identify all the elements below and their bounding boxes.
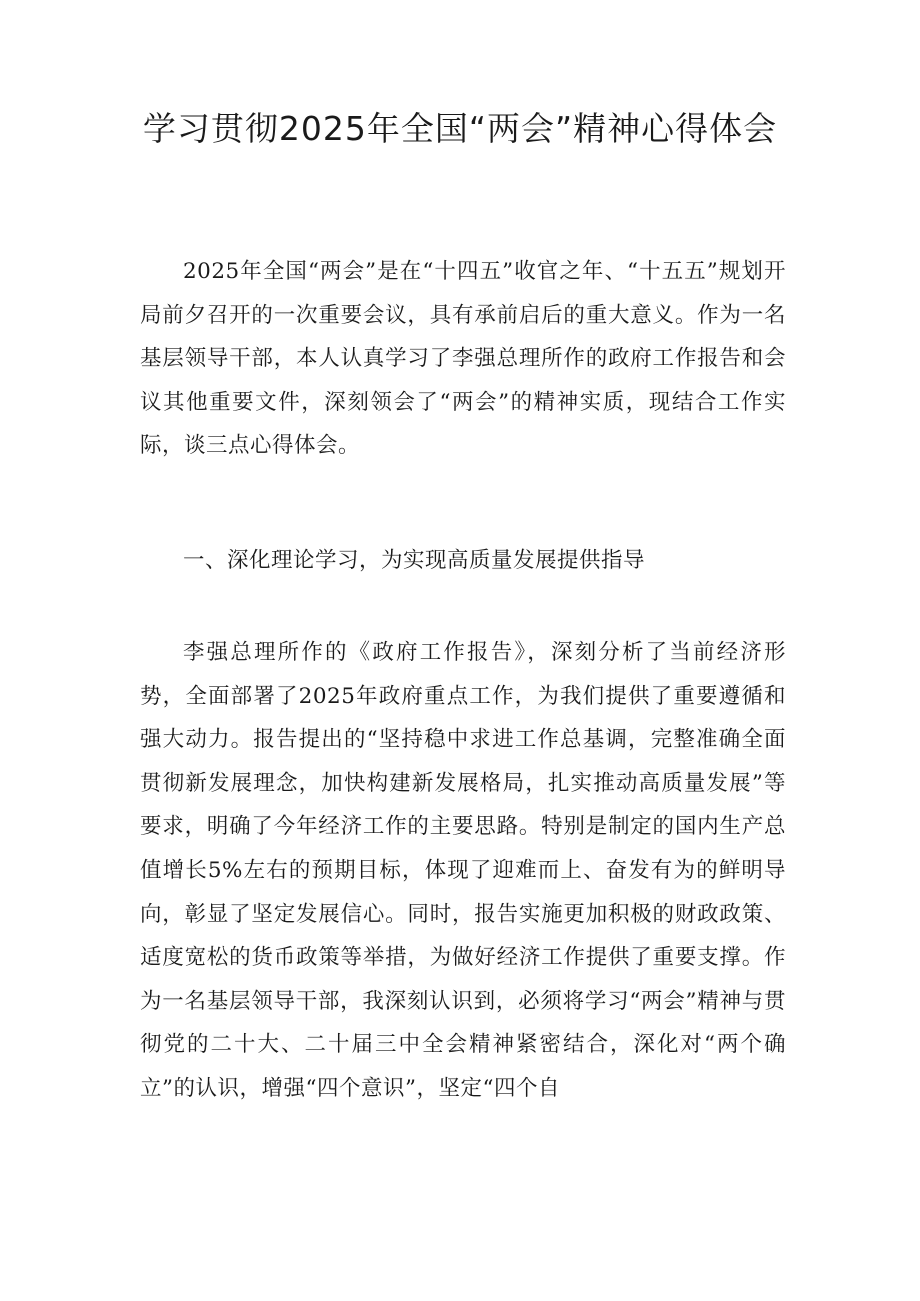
intro-paragraph: 2025年全国“两会”是在“十四五”收官之年、“十五五”规划开局前夕召开的一次重要会议，具有承前启后的重大意义。作为一名基层领导干部，本人认真学习了李强总理所作的政府工作报告和会议其他重要文件，深刻领会了“两会”的精神实质，现结合工作实际，谈三点心得体会。 [140, 259, 786, 459]
document-title: 学习贯彻2025年全国“两会”精神心得体会 [142, 109, 778, 148]
section-heading-1: 一、深化理论学习，为实现高质量发展提供指导 [183, 548, 646, 573]
section-1-paragraph: 李强总理所作的《政府工作报告》，深刻分析了当前经济形势，全面部署了2025年政府重点工作，为我们提供了重要遵循和强大动力。报告提出的“坚持稳中求进工作总基调，完整准确全面贯彻新发展理念，加快构建新发展格局，扎实推动高质量发展”等要求，明确了今年经济工作的主要思路。特别是制定的国内生产总值增长5%左右的预期目标，体现了迎难而上、奋发有为的鲜明导向，彰显了坚定发展信心。同时，报告实施更加积极的财政政策、适度宽松的货币政策等举措，为做好经济工作提供了重要支撑。作为一名基层领导干部，我深刻认识到，必须将学习“两会”精神与贯彻党的二十大、二十届三中全会精神紧密结合，深化对“两个确立”的认识，增强“四个意识”，坚定“四个自 [140, 640, 786, 1101]
